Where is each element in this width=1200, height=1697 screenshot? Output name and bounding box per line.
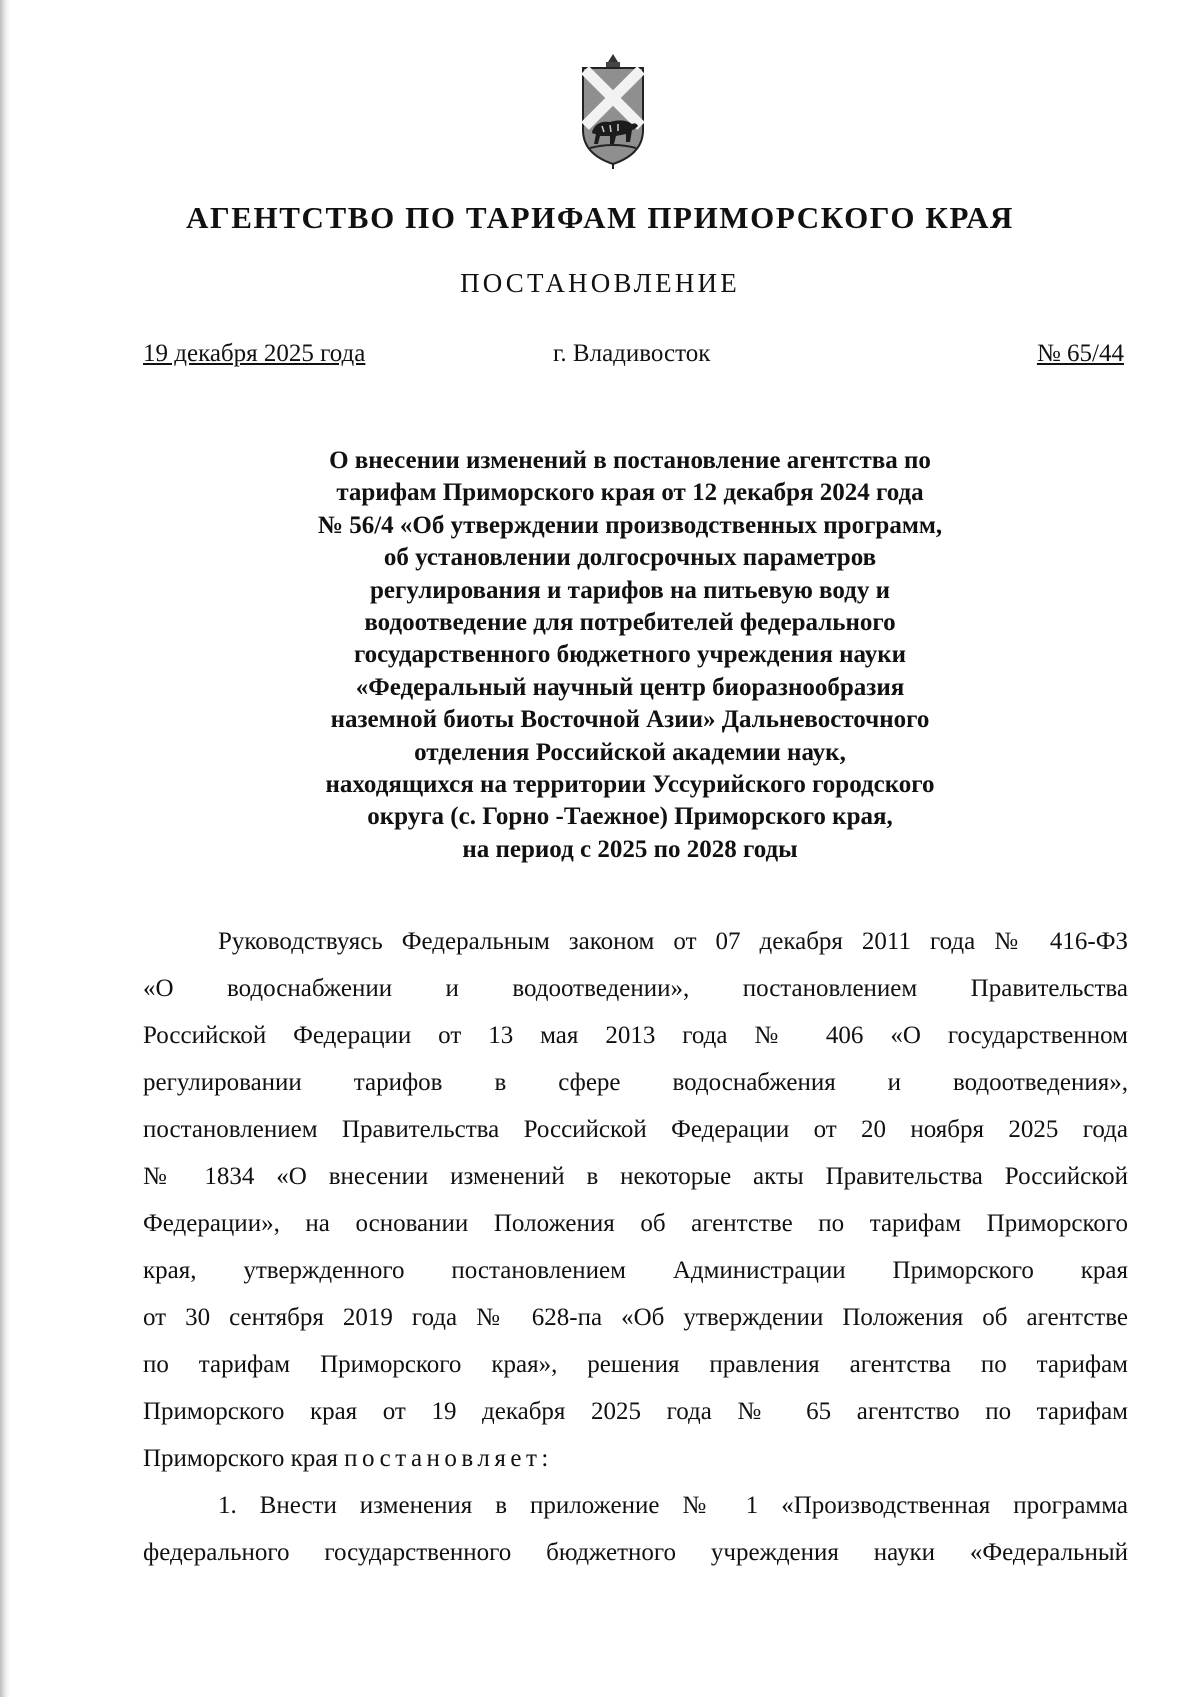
title-line: находящихся на территории Уссурийского городского [325,771,935,799]
title-line: регулирования и тарифов на питьевую воду и [370,576,890,604]
title-line: «Федеральный научный центр биоразнообразия [355,673,905,701]
title-line: об установлении долгосрочных параметров [383,544,877,572]
title-line: округа (с. Горно -Таежное) Приморского края, [367,803,893,831]
title-line: на период с 2025 по 2028 годы [462,835,798,863]
body-line: края, утвержденного постановлением Администрации Приморского края [143,1257,1128,1284]
resolve-prefix: Приморского края [143,1445,345,1472]
document-date: 19 декабря 2025 года [143,340,366,367]
body-line: № 1834 «О внесении изменений в некоторые акты Правительства Российской [143,1163,1128,1190]
body-line: Федерации», на основании Положения об агентстве по тарифам Приморского [143,1210,1128,1237]
coat-of-arms-icon [580,52,646,170]
resolve-word: постановляет: [344,1445,553,1472]
title-line: водоотведение для потребителей федерального [364,609,896,637]
title-line: О внесении изменений в постановление агентства по [329,447,931,474]
body-line: от 30 сентября 2019 года № 628-па «Об утверждении Положения об агентстве [143,1304,1128,1331]
body-line: Руководствуясь Федеральным законом от 07 декабря 2011 года № 416-ФЗ [218,928,1128,955]
document-city: г. Владивосток [553,340,711,367]
body-line: «О водоснабжении и водоотведении», постановлением Правительства [143,975,1128,1002]
title-line: отделения Российской академии наук, [414,738,846,766]
title-line: тарифам Приморского края от 12 декабря 2024 года [336,479,924,507]
document-title [230,445,1030,866]
title-line: № 56/4 «Об утверждении производственных программ, [317,511,943,539]
document-type: ПОСТАНОВЛЕНИЕ [460,268,740,298]
resolve-line [143,1435,1128,1482]
body-line: постановлением Правительства Российской Федерации от 20 ноября 2025 года [143,1116,1128,1143]
item-1-line: федерального государственного бюджетного учреждения науки «Федеральный [143,1539,1128,1566]
body-line: Приморского края от 19 декабря 2025 года № 65 агентство по тарифам [143,1398,1128,1425]
item-1-line: 1. Внести изменения в приложение № 1 «Производственная программа [218,1492,1128,1519]
title-line: наземной биоты Восточной Азии» Дальневосточного [330,706,930,734]
scan-edge-shadow [0,0,10,1697]
agency-name: АГЕНТСТВО ПО ТАРИФАМ ПРИМОРСКОГО КРАЯ [185,200,1015,235]
body-line: регулировании тарифов в сфере водоснабжения и водоотведения», [143,1069,1128,1096]
document-number: № 65/44 [1036,340,1124,367]
title-line: государственного бюджетного учреждения науки [353,641,907,669]
preamble-paragraph [143,918,1128,1576]
body-line: по тарифам Приморского края», решения правления агентства по тарифам [143,1351,1128,1378]
body-line: Российской Федерации от 13 мая 2013 года № 406 «О государственном [143,1022,1128,1049]
